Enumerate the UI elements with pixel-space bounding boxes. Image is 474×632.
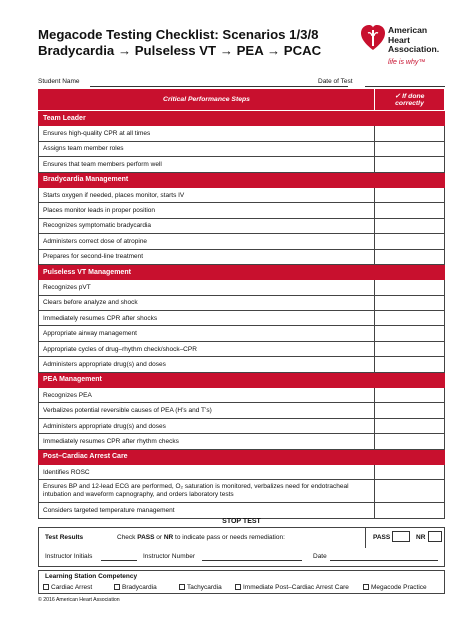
done-checkbox-cell[interactable] [375,280,445,295]
instructor-number-field[interactable] [202,560,302,561]
done-checkbox-cell[interactable] [375,464,445,479]
competency-option-bradycardia[interactable]: Bradycardia [114,584,157,591]
date-label: Date [313,553,327,560]
step-text: Ensures BP and 12-lead ECG are performed, O₂ saturation is monitored, verbalizes need for endotracheal intubation and waveform capnography, and orders laboratory tests [39,480,375,503]
done-checkbox-cell[interactable] [375,187,445,202]
checklist-row [39,357,445,372]
title-line-2: Bradycardia → Pulseless VT → PEA → PCAC [38,43,322,58]
copyright-footer: © 2016 American Heart Association [38,597,120,603]
instructor-initials-field[interactable] [101,560,137,561]
step-text: Starts oxygen if needed, places monitor, starts IV [39,187,375,202]
checklist-row [39,126,445,141]
done-checkbox-cell[interactable] [375,311,445,326]
checkbox-icon [43,584,49,590]
student-name-field[interactable] [90,86,348,87]
section-title: Bradycardia Management [39,172,375,187]
done-checkbox-cell[interactable] [375,295,445,310]
table-header [39,89,445,111]
stop-test-label: STOP TEST [222,518,261,525]
date-of-test-field[interactable] [365,86,445,87]
date-field[interactable] [330,560,438,561]
section-title: PEA Management [39,372,375,387]
checklist-row [39,141,445,156]
checklist-row [39,434,445,449]
nr-checkbox[interactable] [428,531,442,542]
step-text: Recognizes PEA [39,388,375,403]
pass-label: PASS [373,534,391,541]
pass-divider [365,528,366,548]
instructor-number-label: Instructor Number [143,553,196,560]
checklist-row [39,203,445,218]
logo-wordmark: American Heart Association. [388,25,440,54]
step-text: Ensures high-quality CPR at all times [39,126,375,141]
checklist-row [39,403,445,418]
checkbox-icon [235,584,241,590]
step-text: Administers appropriate drug(s) and doses [39,357,375,372]
logo-tagline: life is why™ [388,59,426,66]
competency-option-tachycardia[interactable]: Tachycardia [179,584,222,591]
done-checkbox-cell[interactable] [375,218,445,233]
section-header-spacer [375,264,445,279]
checkbox-icon [363,584,369,590]
checklist-row [39,480,445,503]
checklist-row [39,295,445,310]
page-title [38,27,321,59]
checklist-row [39,464,445,479]
checkbox-icon [179,584,185,590]
competency-title: Learning Station Competency [45,573,138,580]
checklist-row [39,280,445,295]
section-title: Team Leader [39,111,375,126]
section-header-spacer [375,372,445,387]
checklist-row [39,326,445,341]
instructor-initials-label: Instructor Initials [45,553,93,560]
checklist-row [39,341,445,356]
step-text: Ensures that team members perform well [39,157,375,172]
checklist-row [39,157,445,172]
checklist-table [38,88,445,519]
competency-option-megacode-practice[interactable]: Megacode Practice [363,584,427,591]
checklist-row [39,311,445,326]
competency-box [38,570,445,594]
date-of-test-label: Date of Test [318,78,353,85]
heart-torch-icon [360,24,386,52]
done-checkbox-cell[interactable] [375,341,445,356]
done-checkbox-cell[interactable] [375,126,445,141]
checklist-row [39,234,445,249]
step-text: Appropriate cycles of drug–rhythm check/shock–CPR [39,341,375,356]
done-checkbox-cell[interactable] [375,249,445,264]
step-text: Considers targeted temperature management [39,503,375,518]
section-header-spacer [375,172,445,187]
step-text: Recognizes symptomatic bradycardia [39,218,375,233]
section-title: Pulseless VT Management [39,264,375,279]
done-checkbox-cell[interactable] [375,503,445,518]
step-text: Appropriate airway management [39,326,375,341]
done-checkbox-cell[interactable] [375,357,445,372]
step-text: Immediately resumes CPR after rhythm checks [39,434,375,449]
done-checkbox-cell[interactable] [375,480,445,503]
checklist-row [39,187,445,202]
section-header [39,372,445,387]
done-checkbox-cell[interactable] [375,203,445,218]
competency-option-post-cardiac-arrest-care[interactable]: Immediate Post–Cardiac Arrest Care [235,584,349,591]
student-name-label: Student Name [38,78,80,85]
done-checkbox-cell[interactable] [375,157,445,172]
aha-logo [360,22,440,72]
step-text: Administers correct dose of atropine [39,234,375,249]
test-results-instruction: Check PASS or NR to indicate pass or needs remediation: [117,534,285,541]
test-results-box [38,527,445,567]
checklist-row [39,218,445,233]
checkbox-icon [114,584,120,590]
done-checkbox-cell[interactable] [375,326,445,341]
pass-checkbox[interactable] [392,531,410,542]
step-text: Assigns team member roles [39,141,375,156]
done-checkbox-cell[interactable] [375,234,445,249]
section-header-spacer [375,111,445,126]
competency-option-cardiac-arrest[interactable]: Cardiac Arrest [43,584,92,591]
checklist-row [39,418,445,433]
section-title: Post–Cardiac Arrest Care [39,449,375,464]
step-text: Verbalizes potential reversible causes of PEA (H’s and T’s) [39,403,375,418]
done-column-header: ✓ If done correctly [375,89,445,111]
steps-column-header: Critical Performance Steps [39,89,375,111]
section-header-spacer [375,449,445,464]
step-text: Clears before analyze and shock [39,295,375,310]
nr-label: NR [416,534,426,541]
step-text: Places monitor leads in proper position [39,203,375,218]
step-text: Administers appropriate drug(s) and doses [39,418,375,433]
step-text: Immediately resumes CPR after shocks [39,311,375,326]
done-checkbox-cell[interactable] [375,418,445,433]
done-checkbox-cell[interactable] [375,403,445,418]
done-checkbox-cell[interactable] [375,434,445,449]
section-header [39,449,445,464]
done-checkbox-cell[interactable] [375,141,445,156]
step-text: Identifies ROSC [39,464,375,479]
checklist-row [39,503,445,518]
step-text: Recognizes pVT [39,280,375,295]
step-text: Prepares for second-line treatment [39,249,375,264]
section-header [39,264,445,279]
checklist-row [39,388,445,403]
test-results-label: Test Results [45,534,84,541]
section-header [39,172,445,187]
done-checkbox-cell[interactable] [375,388,445,403]
checklist-row [39,249,445,264]
title-line-1: Megacode Testing Checklist: Scenarios 1/3/8 [38,27,319,42]
section-header [39,111,445,126]
